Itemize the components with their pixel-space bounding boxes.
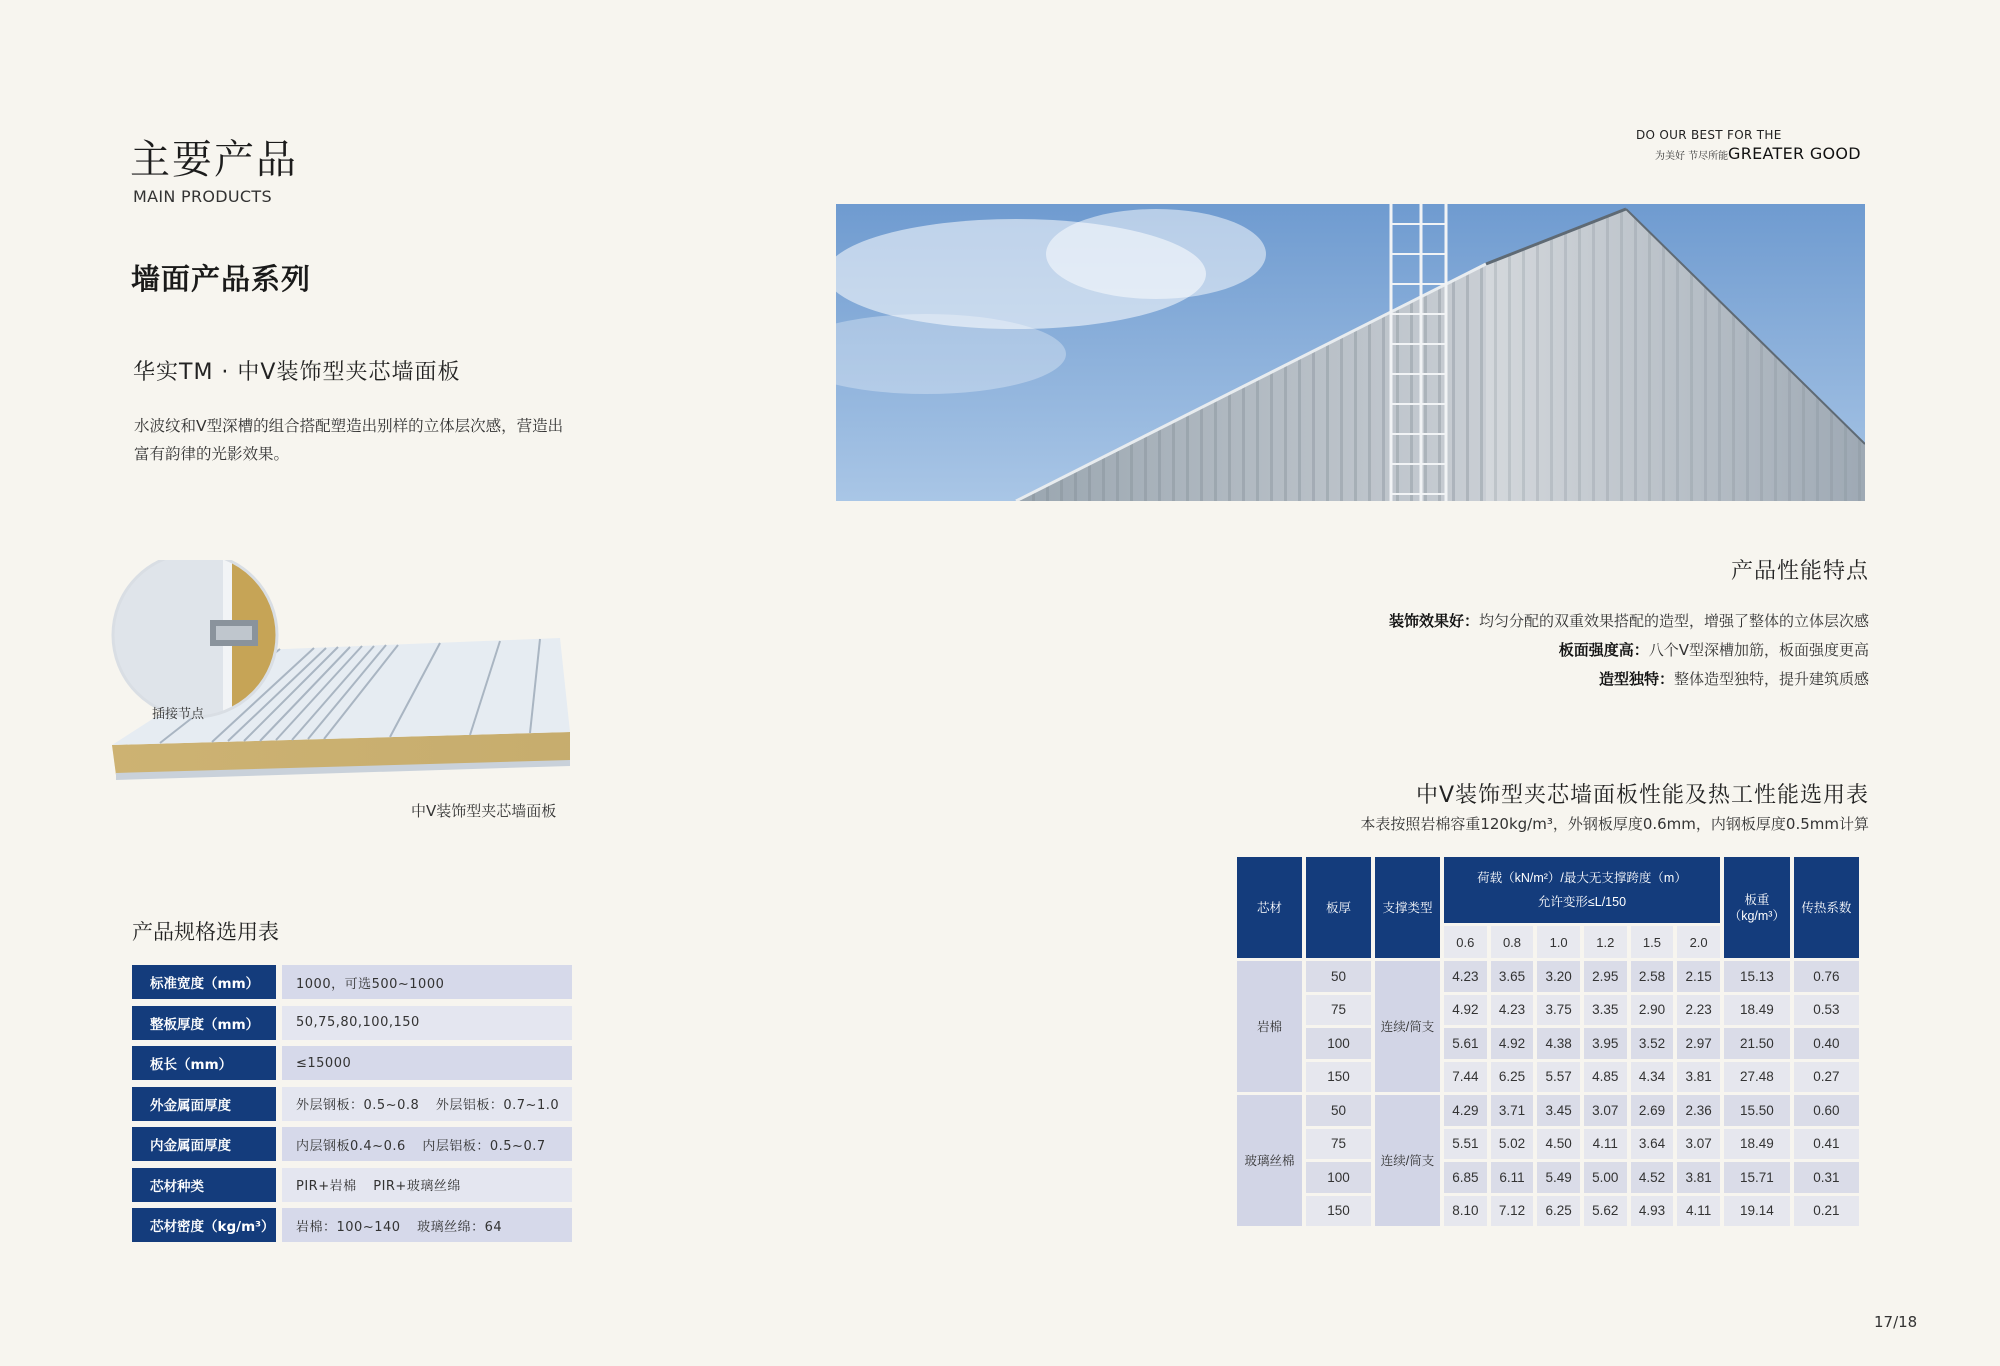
spec-value: 50,75,80,100,150 xyxy=(282,1006,572,1040)
heat-cell: 0.31 xyxy=(1794,1162,1859,1193)
thickness-cell: 100 xyxy=(1306,1028,1371,1059)
features-title: 产品性能特点 xyxy=(1730,559,1869,584)
feature-label: 板面强度高： xyxy=(1558,641,1649,659)
load-cell: 5.62 xyxy=(1584,1196,1627,1227)
spec-row xyxy=(132,1087,572,1121)
load-cell: 2.23 xyxy=(1677,995,1720,1026)
building-photo xyxy=(836,204,1865,501)
weight-cell: 15.13 xyxy=(1724,961,1790,992)
heat-cell: 0.21 xyxy=(1794,1196,1859,1227)
illustration-caption: 中V装饰型夹芯墙面板 xyxy=(411,802,557,820)
weight-cell: 18.49 xyxy=(1724,995,1790,1026)
weight-cell: 15.50 xyxy=(1724,1095,1790,1126)
support-cell: 连续/简支 xyxy=(1375,961,1440,1092)
feature-text: 整体造型独特，提升建筑质感 xyxy=(1673,670,1869,688)
heat-cell: 0.41 xyxy=(1794,1129,1859,1160)
series-heading: 墙面产品系列 xyxy=(131,262,312,296)
span-header: 0.6 xyxy=(1444,926,1487,958)
spec-table xyxy=(132,965,572,1249)
header-load-line1: 荷载（kN/m²）/最大无支撑跨度（m） xyxy=(1477,871,1687,885)
span-header: 2.0 xyxy=(1677,926,1720,958)
weight-cell: 27.48 xyxy=(1724,1062,1790,1093)
load-cell: 4.23 xyxy=(1491,995,1534,1026)
support-cell: 连续/简支 xyxy=(1375,1095,1440,1226)
load-cell: 2.97 xyxy=(1677,1028,1720,1059)
thickness-cell: 75 xyxy=(1306,995,1371,1026)
page-title: 主要产品 xyxy=(130,137,298,183)
load-cell: 4.93 xyxy=(1631,1196,1674,1227)
load-cell: 8.10 xyxy=(1444,1196,1487,1227)
slogan-line-1: DO OUR BEST FOR THE xyxy=(1636,128,1782,142)
load-cell: 3.35 xyxy=(1584,995,1627,1026)
load-cell: 3.81 xyxy=(1677,1162,1720,1193)
thickness-cell: 50 xyxy=(1306,1095,1371,1126)
load-cell: 3.65 xyxy=(1491,961,1534,992)
slogan-line-2: GREATER GOOD xyxy=(1728,144,1861,163)
header-thickness: 板厚 xyxy=(1306,857,1371,958)
header-heat: 传热系数 xyxy=(1794,857,1859,958)
performance-table xyxy=(1233,854,1863,1229)
load-cell: 5.61 xyxy=(1444,1028,1487,1059)
load-cell: 3.45 xyxy=(1537,1095,1580,1126)
feature-item xyxy=(1389,636,1869,665)
load-cell: 6.25 xyxy=(1537,1196,1580,1227)
product-name: 华实TM · 中V装饰型夹芯墙面板 xyxy=(133,360,461,385)
span-header: 1.2 xyxy=(1584,926,1627,958)
load-cell: 4.85 xyxy=(1584,1062,1627,1093)
spec-row xyxy=(132,1006,572,1040)
spec-label: 芯材密度（kg/m³） xyxy=(132,1208,276,1242)
load-cell: 3.75 xyxy=(1537,995,1580,1026)
header-load xyxy=(1444,857,1720,923)
load-cell: 3.71 xyxy=(1491,1095,1534,1126)
heat-cell: 0.27 xyxy=(1794,1062,1859,1093)
spec-label: 标准宽度（mm） xyxy=(132,965,276,999)
load-cell: 2.36 xyxy=(1677,1095,1720,1126)
load-cell: 3.20 xyxy=(1537,961,1580,992)
load-cell: 4.34 xyxy=(1631,1062,1674,1093)
table-row xyxy=(1237,1196,1859,1227)
table-row xyxy=(1237,995,1859,1026)
heat-cell: 0.40 xyxy=(1794,1028,1859,1059)
header-weight: 板重（kg/m³） xyxy=(1724,857,1790,958)
header-load-line2: 允许变形≤L/150 xyxy=(1537,895,1627,909)
weight-cell: 18.49 xyxy=(1724,1129,1790,1160)
table-row xyxy=(1237,1062,1859,1093)
performance-table-note: 本表按照岩棉容重120kg/m³，外钢板厚度0.6mm，内钢板厚度0.5mm计算 xyxy=(1360,815,1869,833)
feature-text: 均匀分配的双重效果搭配的造型，增强了整体的立体层次感 xyxy=(1478,612,1869,630)
spec-row xyxy=(132,965,572,999)
spec-table-title: 产品规格选用表 xyxy=(132,920,279,944)
spec-row xyxy=(132,1168,572,1202)
load-cell: 2.90 xyxy=(1631,995,1674,1026)
core-cell: 岩棉 xyxy=(1237,961,1302,1092)
slogan-cn: 为美好 节尽所能 xyxy=(1655,151,1729,162)
thickness-cell: 150 xyxy=(1306,1196,1371,1227)
core-cell: 玻璃丝棉 xyxy=(1237,1095,1302,1226)
load-cell: 3.52 xyxy=(1631,1028,1674,1059)
feature-text: 八个V型深槽加筋，板面强度更高 xyxy=(1648,641,1869,659)
feature-label: 造型独特： xyxy=(1598,670,1674,688)
features-list xyxy=(1389,607,1869,694)
spec-row xyxy=(132,1046,572,1080)
load-cell: 4.52 xyxy=(1631,1162,1674,1193)
load-cell: 2.15 xyxy=(1677,961,1720,992)
table-row xyxy=(1237,1028,1859,1059)
weight-cell: 21.50 xyxy=(1724,1028,1790,1059)
load-cell: 4.50 xyxy=(1537,1129,1580,1160)
load-cell: 5.00 xyxy=(1584,1162,1627,1193)
sandwich-panel-illustration xyxy=(100,560,600,800)
spec-label: 内金属面厚度 xyxy=(132,1127,276,1161)
load-cell: 4.38 xyxy=(1537,1028,1580,1059)
spec-value: 1000，可选500~1000 xyxy=(282,965,572,999)
heat-cell: 0.53 xyxy=(1794,995,1859,1026)
load-cell: 6.25 xyxy=(1491,1062,1534,1093)
table-row xyxy=(1237,1162,1859,1193)
weight-cell: 19.14 xyxy=(1724,1196,1790,1227)
load-cell: 4.23 xyxy=(1444,961,1487,992)
header-core: 芯材 xyxy=(1237,857,1302,958)
spec-label: 整板厚度（mm） xyxy=(132,1006,276,1040)
spec-label: 外金属面厚度 xyxy=(132,1087,276,1121)
load-cell: 4.11 xyxy=(1584,1129,1627,1160)
spec-label: 板长（mm） xyxy=(132,1046,276,1080)
load-cell: 2.69 xyxy=(1631,1095,1674,1126)
load-cell: 4.29 xyxy=(1444,1095,1487,1126)
page-subtitle: MAIN PRODUCTS xyxy=(133,187,272,206)
weight-cell: 15.71 xyxy=(1724,1162,1790,1193)
joint-node-label: 插接节点 xyxy=(152,707,205,722)
spec-value: ≤15000 xyxy=(282,1046,572,1080)
load-cell: 5.57 xyxy=(1537,1062,1580,1093)
spec-row xyxy=(132,1208,572,1242)
table-row xyxy=(1237,1095,1859,1126)
feature-label: 装饰效果好： xyxy=(1388,612,1479,630)
product-description: 水波纹和V型深槽的组合搭配塑造出别样的立体层次感，营造出富有韵律的光影效果。 xyxy=(134,417,564,463)
load-cell: 3.07 xyxy=(1584,1095,1627,1126)
load-cell: 3.81 xyxy=(1677,1062,1720,1093)
thickness-cell: 150 xyxy=(1306,1062,1371,1093)
spec-value: 内层钢板0.4~0.6 内层铝板：0.5~0.7 xyxy=(282,1127,572,1161)
span-header: 0.8 xyxy=(1491,926,1534,958)
performance-table-title: 中V装饰型夹芯墙面板性能及热工性能选用表 xyxy=(1415,783,1869,808)
load-cell: 3.07 xyxy=(1677,1129,1720,1160)
load-cell: 5.49 xyxy=(1537,1162,1580,1193)
load-cell: 6.11 xyxy=(1491,1162,1534,1193)
load-cell: 4.11 xyxy=(1677,1196,1720,1227)
load-cell: 4.92 xyxy=(1491,1028,1534,1059)
feature-item xyxy=(1389,607,1869,636)
load-cell: 5.51 xyxy=(1444,1129,1487,1160)
load-cell: 3.64 xyxy=(1631,1129,1674,1160)
load-cell: 2.58 xyxy=(1631,961,1674,992)
table-row xyxy=(1237,1129,1859,1160)
load-cell: 5.02 xyxy=(1491,1129,1534,1160)
load-cell: 3.95 xyxy=(1584,1028,1627,1059)
load-cell: 6.85 xyxy=(1444,1162,1487,1193)
heat-cell: 0.60 xyxy=(1794,1095,1859,1126)
heat-cell: 0.76 xyxy=(1794,961,1859,992)
load-cell: 7.12 xyxy=(1491,1196,1534,1227)
load-cell: 4.92 xyxy=(1444,995,1487,1026)
load-cell: 7.44 xyxy=(1444,1062,1487,1093)
spec-value: PIR+岩棉 PIR+玻璃丝绵 xyxy=(282,1168,572,1202)
spec-value: 外层钢板：0.5~0.8 外层铝板：0.7~1.0 xyxy=(282,1087,572,1121)
span-header: 1.5 xyxy=(1631,926,1674,958)
spec-label: 芯材种类 xyxy=(132,1168,276,1202)
thickness-cell: 50 xyxy=(1306,961,1371,992)
load-cell: 2.95 xyxy=(1584,961,1627,992)
thickness-cell: 100 xyxy=(1306,1162,1371,1193)
spec-row xyxy=(132,1127,572,1161)
table-row xyxy=(1237,961,1859,992)
thickness-cell: 75 xyxy=(1306,1129,1371,1160)
feature-item xyxy=(1389,665,1869,694)
span-header: 1.0 xyxy=(1537,926,1580,958)
header-support: 支撑类型 xyxy=(1375,857,1440,958)
spec-value: 岩棉：100~140 玻璃丝绵：64 xyxy=(282,1208,572,1242)
page-number: 17/18 xyxy=(1874,1313,1918,1331)
